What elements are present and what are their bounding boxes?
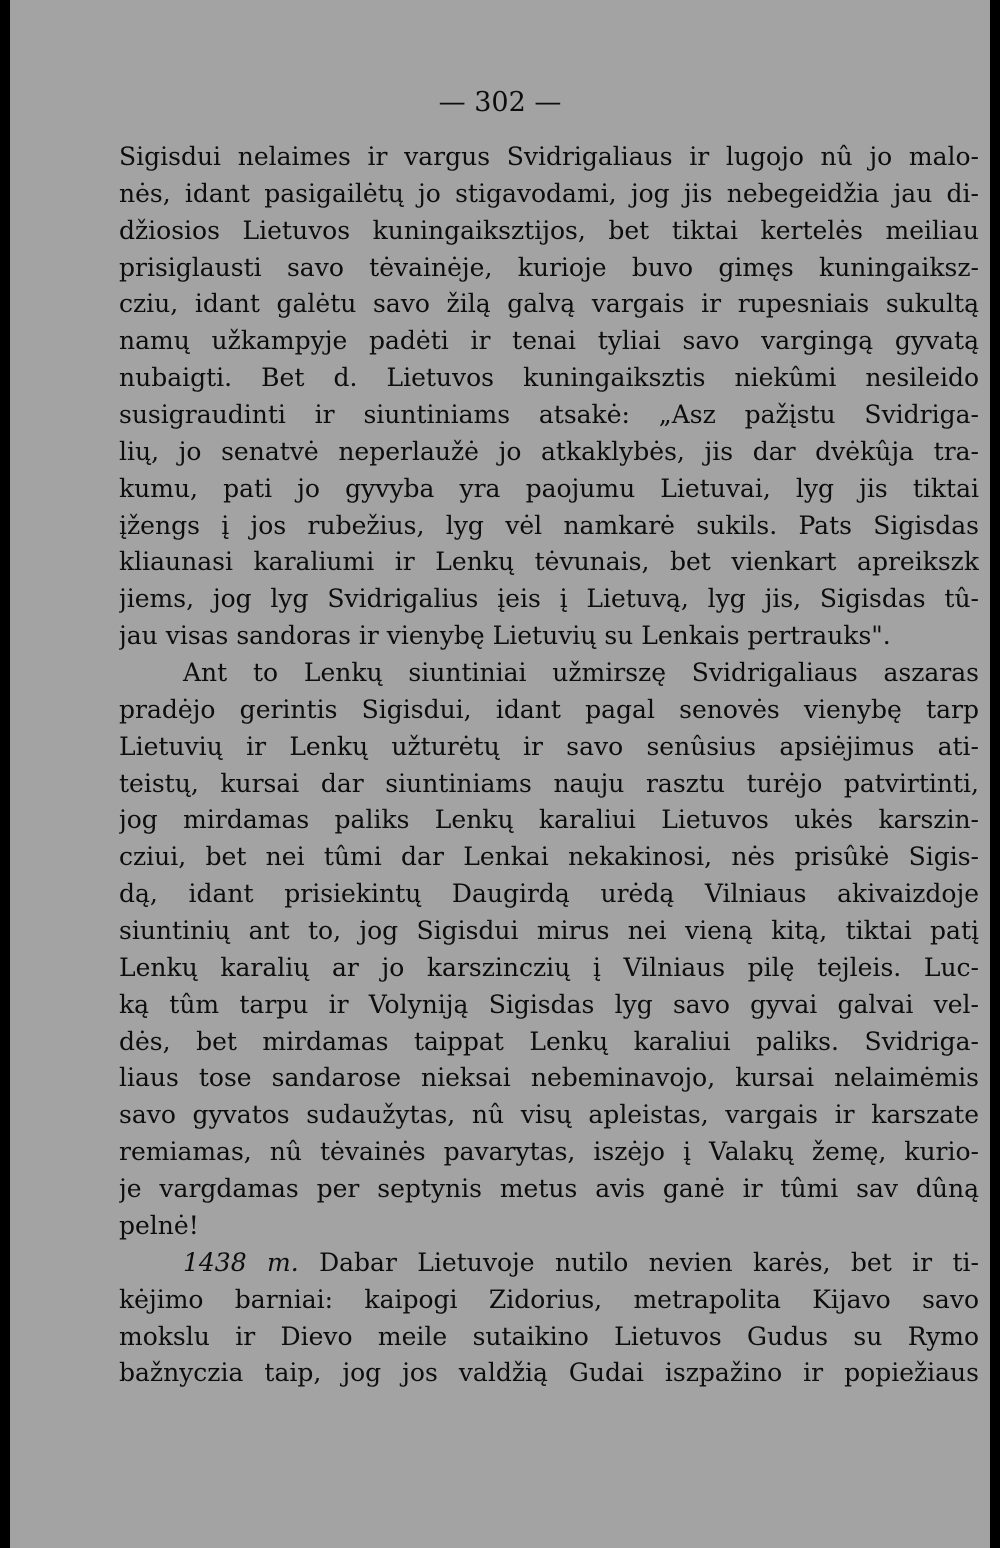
text-line-content: nubaigti. Bet d. Lietuvos kuningaiksztis niekûmi nesileido <box>119 363 979 393</box>
text-line-content: siuntinių ant to, jog Sigisdui mirus nei vieną kitą, tiktai patį <box>119 916 979 946</box>
text-line-content: susigraudinti ir siuntiniams atsakė: „Asz pažįstu Svidriga- <box>119 400 979 430</box>
text-line <box>119 581 979 618</box>
text-line-content: lių, jo senatvė neperlaužė jo atkaklybės, jis dar dvėkûja tra- <box>119 436 979 466</box>
text-line <box>119 1134 979 1171</box>
text-line-content: Ant to Lenkų siuntiniai užmirszę Svidrigaliaus aszaras <box>183 658 979 688</box>
text-line-content: Dabar Lietuvoje nutilo nevien karės, bet ir ti- <box>298 1247 979 1277</box>
page-body-text <box>119 139 979 1392</box>
text-line <box>119 213 979 250</box>
text-line-content: savo gyvatos sudaužytas, nû visų apleistas, vargais ir karszate <box>119 1100 979 1130</box>
text-line-content: nės, idant pasigailėtų jo stigavodami, jog jis nebegeidžia jau di- <box>119 178 979 208</box>
text-line-content: namų užkampyje padėti ir tenai tyliai savo vargingą gyvatą <box>119 326 979 356</box>
text-line-content: džiosios Lietuvos kuningaiksztijos, bet tiktai kertelės meiliau <box>119 215 979 245</box>
text-line-content: jau visas sandoras ir vienybę Lietuvių su Lenkais pertrauks". <box>119 621 891 651</box>
text-line <box>119 839 979 876</box>
text-line-content: mokslu ir Dievo meile sutaikino Lietuvos Gudus su Rymo <box>119 1321 979 1351</box>
text-line-content: jiems, jog lyg Svidrigalius įeis į Lietuvą, lyg jis, Sigisdas tû- <box>119 584 979 614</box>
text-line <box>119 323 979 360</box>
text-line-content: Sigisdui nelaimes ir vargus Svidrigaliaus ir lugojo nû jo malo- <box>119 142 979 171</box>
text-line <box>119 692 979 729</box>
text-line <box>119 1245 979 1282</box>
text-line <box>119 802 979 839</box>
text-line <box>119 1319 979 1356</box>
text-line-content: bažnyczia taip, jog jos valdžią Gudai iszpažino ir popiežiaus <box>119 1358 979 1388</box>
year-marker: 1438 m. <box>183 1247 299 1277</box>
text-line-content: cziu, idant galėtu savo žilą galvą vargais ir rupesniais sukultą <box>119 289 979 319</box>
text-line <box>119 434 979 471</box>
text-line-content: Lenkų karalių ar jo karszinczių į Vilniaus pilę tejleis. Luc- <box>119 952 979 982</box>
text-line-content: Lietuvių ir Lenkų užturėtų ir savo senûsius apsiėjimus ati- <box>119 731 979 761</box>
text-line-content: dės, bet mirdamas taippat Lenkų karaliui paliks. Svidriga- <box>119 1026 979 1056</box>
text-line-content: kliaunasi karaliumi ir Lenkų tėvunais, bet vienkart apreikszk <box>119 547 979 577</box>
text-line <box>119 1208 979 1245</box>
text-line <box>119 876 979 913</box>
text-line <box>119 360 979 397</box>
text-line <box>119 1171 979 1208</box>
text-line-content: kumu, pati jo gyvyba yra paojumu Lietuvai, lyg jis tiktai <box>119 473 979 503</box>
text-line-content: prisiglausti savo tėvainėje, kurioje buvo gimęs kuningaiksz- <box>119 252 979 282</box>
text-line <box>119 544 979 581</box>
text-line <box>119 1060 979 1097</box>
text-line-content: dą, idant prisiekintų Daugirdą urėdą Vilniaus akivaizdoje <box>119 879 979 909</box>
text-line-content: cziui, bet nei tûmi dar Lenkai nekakinosi, nės prisûkė Sigis- <box>119 842 979 872</box>
text-line <box>119 618 979 655</box>
text-line <box>119 913 979 950</box>
text-line-content: pradėjo gerintis Sigisdui, idant pagal senovės vienybę tarp <box>119 694 979 724</box>
text-line <box>119 250 979 287</box>
text-line <box>119 139 979 176</box>
text-line <box>119 397 979 434</box>
text-line <box>119 471 979 508</box>
text-line <box>119 1355 979 1392</box>
text-line <box>119 655 979 692</box>
page-number: — 302 — <box>438 87 562 118</box>
text-line <box>119 1282 979 1319</box>
text-line-content: įžengs į jos rubežius, lyg vėl namkarė sukils. Pats Sigisdas <box>119 510 979 540</box>
text-line-content: je vargdamas per septynis metus avis ganė ir tûmi sav dûną <box>119 1174 979 1204</box>
text-line <box>119 766 979 803</box>
text-line <box>119 286 979 323</box>
text-line <box>119 987 979 1024</box>
text-line <box>119 729 979 766</box>
text-line <box>119 950 979 987</box>
text-line <box>119 1097 979 1134</box>
text-line <box>119 1024 979 1061</box>
text-line <box>119 176 979 213</box>
text-line-content: liaus tose sandarose nieksai nebeminavojo, kursai nelaimėmis <box>119 1063 979 1093</box>
text-line-content: pelnė! <box>119 1210 199 1240</box>
text-line-content: remiamas, nû tėvainės pavarytas, iszėjo į Valakų žemę, kurio- <box>119 1137 979 1167</box>
text-line <box>119 508 979 545</box>
text-line-content: teistų, kursai dar siuntiniams nauju rasztu turėjo patvirtinti, <box>119 768 979 798</box>
text-line-content: ką tûm tarpu ir Volyniją Sigisdas lyg savo gyvai galvai vel- <box>119 989 979 1019</box>
text-line-content: jog mirdamas paliks Lenkų karaliui Lietuvos ukės karszin- <box>119 805 979 835</box>
text-line-content: kėjimo barniai: kaipogi Zidorius, metrapolita Kijavo savo <box>119 1284 979 1314</box>
